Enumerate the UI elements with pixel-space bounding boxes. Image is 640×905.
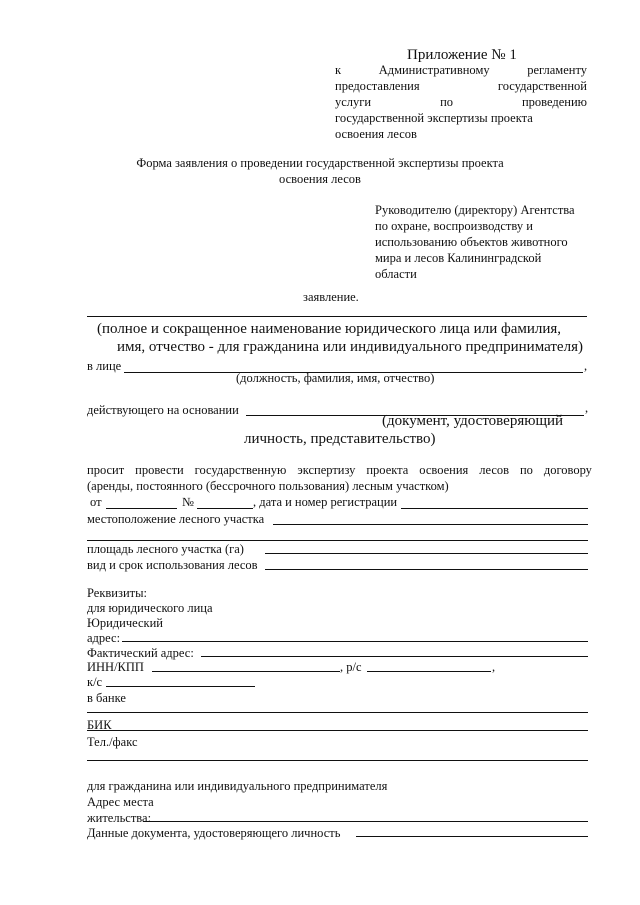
inn-kpp-label: ИНН/КПП: [87, 660, 144, 674]
request-word: освоения: [419, 463, 469, 477]
request-word: по: [519, 463, 533, 477]
addressee-line-1: Руководителю (директору) Агентства: [375, 203, 575, 217]
legal-entity-label: для юридического лица: [87, 601, 213, 615]
appendix-title: Приложение № 1: [407, 47, 517, 63]
in-person-label: в лице: [87, 359, 122, 373]
appendix-word: государственной: [497, 79, 587, 93]
contract-registration-label: , дата и номер регистрации: [253, 495, 398, 509]
request-word: государственную: [194, 463, 287, 477]
bik-field[interactable]: [87, 730, 588, 731]
request-word: проекта: [366, 463, 409, 477]
request-word: лесов: [479, 463, 510, 477]
bank-field[interactable]: [87, 712, 588, 713]
contract-date-field[interactable]: [106, 508, 177, 509]
ks-field[interactable]: [106, 686, 255, 687]
legal-address-field[interactable]: [122, 641, 588, 642]
residence-label-1: Адрес места: [87, 795, 154, 809]
appendix-word: к: [335, 63, 342, 77]
contract-from-label: от: [90, 495, 102, 509]
appendix-word: Административному: [378, 63, 490, 77]
residence-field[interactable]: [143, 821, 588, 822]
area-label: площадь лесного участка (га): [87, 542, 244, 556]
basis-label: действующего на основании: [87, 403, 239, 417]
request-word: провести: [135, 463, 184, 477]
bank-label: в банке: [87, 691, 126, 705]
identity-document-label: Данные документа, удостоверяющего личность: [87, 826, 341, 840]
applicant-name-field[interactable]: [87, 316, 587, 317]
in-person-comma: ,: [584, 359, 588, 373]
contract-number-label: №: [182, 495, 194, 509]
basis-hint-line-1: (документ, удостоверяющий: [382, 413, 564, 429]
location-label: местоположение лесного участка: [87, 512, 265, 526]
rs-comma: ,: [492, 660, 496, 674]
actual-address-label: Фактический адрес:: [87, 646, 194, 660]
addressee-line-3: использованию объектов животного: [375, 235, 568, 249]
form-title-line-1: Форма заявления о проведении государственной экспертизы проекта: [136, 156, 504, 170]
appendix-line-3: [335, 95, 587, 110]
ks-label: к/с: [87, 675, 103, 689]
citizen-title: для гражданина или индивидуального предпринимателя: [87, 779, 388, 793]
phone-fax-field[interactable]: [87, 760, 588, 761]
area-field[interactable]: [265, 553, 588, 554]
actual-address-field[interactable]: [201, 656, 588, 657]
request-word: экспертизу: [297, 463, 356, 477]
appendix-word: услуги: [335, 95, 372, 109]
bik-label: БИК: [87, 718, 112, 732]
location-field[interactable]: [273, 524, 588, 525]
appendix-line-1: [335, 63, 587, 78]
basis-comma: ,: [585, 401, 589, 415]
identity-document-field[interactable]: [356, 836, 588, 837]
appendix-word: по: [440, 95, 454, 109]
request-word: просит: [87, 463, 125, 477]
request-line-1: [87, 463, 592, 478]
requisites-title: Реквизиты:: [87, 586, 147, 600]
appendix-word: предоставления: [335, 79, 420, 93]
location-field-continued[interactable]: [87, 540, 588, 541]
contract-number-field[interactable]: [197, 508, 253, 509]
addressee-line-2: по охране, воспроизводству и: [375, 219, 533, 233]
appendix-line-2: [335, 79, 587, 94]
rs-label: , р/с: [340, 660, 362, 674]
applicant-hint-line-2: имя, отчество - для гражданина или индивидуального предпринимателя): [117, 339, 583, 355]
residence-label-2: жительства:: [87, 811, 152, 825]
legal-address-label-2: адрес:: [87, 631, 121, 645]
basis-hint-line-2: личность, представительство): [244, 431, 436, 447]
statement-title: заявление.: [303, 290, 359, 304]
addressee-line-4: мира и лесов Калининградской: [375, 251, 542, 265]
form-title-line-2: освоения лесов: [279, 172, 361, 186]
applicant-hint-line-1: (полное и сокращенное наименование юридического лица или фамилия,: [97, 321, 562, 337]
request-line-2: (аренды, постоянного (бессрочного пользования) лесным участком): [87, 479, 449, 493]
appendix-word: регламенту: [527, 63, 587, 77]
in-person-hint: (должность, фамилия, имя, отчество): [236, 371, 435, 385]
appendix-line-4: государственной экспертизы проекта: [335, 111, 533, 125]
contract-registration-field[interactable]: [401, 508, 588, 509]
usage-field[interactable]: [265, 569, 588, 570]
phone-fax-label: Тел./факс: [87, 735, 138, 749]
appendix-word: проведению: [521, 95, 587, 109]
addressee-line-5: области: [375, 267, 417, 281]
usage-label: вид и срок использования лесов: [87, 558, 258, 572]
request-word: договору: [543, 463, 592, 477]
rs-field[interactable]: [367, 671, 491, 672]
legal-address-label-1: Юридический: [87, 616, 163, 630]
appendix-line-5: освоения лесов: [335, 127, 417, 141]
inn-kpp-field[interactable]: [152, 671, 340, 672]
